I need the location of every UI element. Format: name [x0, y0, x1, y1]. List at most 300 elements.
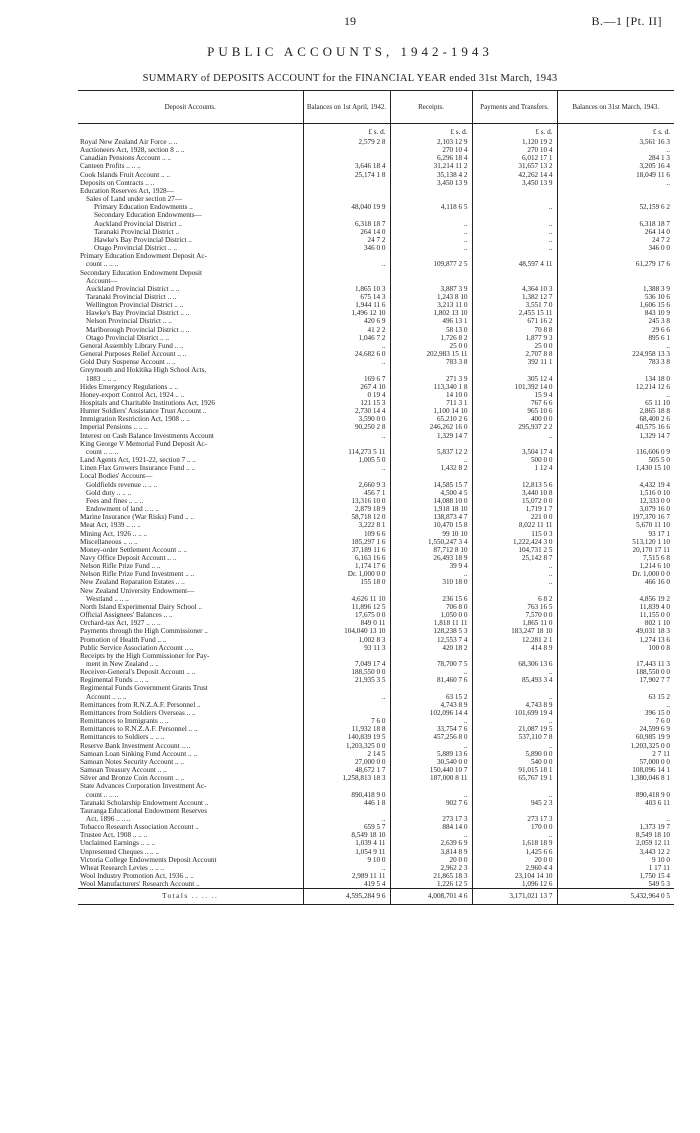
opening-balance-cell	[303, 154, 390, 162]
account-name-cell: Taranaki Provincial District .. ..	[86, 292, 177, 301]
receipts-cell	[390, 211, 472, 219]
account-name-cell: Remittances from Soldiers Overseas .. ..	[80, 708, 196, 717]
deposits-summary-table	[78, 90, 674, 905]
account-name-cell: Orchard-tax Act, 1927 .. .. ..	[80, 619, 161, 628]
closing-balance-cell: 24,599 6 9	[557, 725, 674, 733]
table-row	[78, 807, 674, 815]
account-name-cell: Payments through the High Commissioner ..	[80, 627, 208, 636]
account-name-cell: New Zealand University Endowment—	[80, 586, 195, 595]
closing-balance-cell: 11,839 4 0	[557, 603, 674, 611]
account-name-cell: Fees and fines .. .. ..	[86, 496, 144, 505]
opening-balance-cell: 121 15 3	[303, 399, 390, 407]
opening-balance-cell	[303, 440, 390, 448]
table-row	[78, 839, 674, 847]
column-header-payments: Payments and Transfers.	[472, 91, 557, 124]
receipts-cell: 4,118 6 5	[390, 203, 472, 211]
receipts-cell: ..	[390, 742, 472, 750]
opening-balance-cell	[303, 472, 390, 480]
table-row	[78, 668, 674, 676]
table-row	[78, 856, 674, 864]
receipts-cell	[390, 472, 472, 480]
opening-balance-cell: 456 7 1	[303, 489, 390, 497]
receipts-cell: ..	[390, 570, 472, 578]
opening-balance-cell: ..	[303, 815, 390, 823]
account-name-cell: Wool Manufacturers' Research Account ..	[80, 880, 200, 889]
opening-balance-cell: 1,174 17 6	[303, 562, 390, 570]
closing-balance-cell: 52,159 6 2	[557, 203, 674, 211]
closing-balance-cell: 7,515 6 8	[557, 554, 674, 562]
receipts-cell: 1,550,247 3 4	[390, 538, 472, 546]
table-row	[78, 220, 674, 228]
closing-balance-cell: 2,865 18 8	[557, 407, 674, 415]
account-name-cell: General Assembly Library Fund .. ..	[80, 341, 184, 350]
account-name-cell: Unclaimed Earnings .. .. ..	[80, 839, 156, 848]
table-row	[78, 619, 674, 627]
account-name-cell: ment in New Zealand .. ..	[86, 660, 159, 668]
receipts-cell: ..	[390, 236, 472, 244]
opening-balance-cell: 1,005 5 0	[303, 456, 390, 464]
opening-balance-cell: 1,054 9 11	[303, 848, 390, 856]
account-name-cell: Hawke's Bay Provincial District .. ..	[86, 309, 190, 318]
opening-balance-cell: 2,660 9 3	[303, 481, 390, 489]
closing-balance-cell: 134 18 0	[557, 375, 674, 383]
payments-cell: ..	[472, 578, 557, 586]
units-cell: £ s. d.	[557, 124, 674, 139]
payments-cell: 295,937 2 2	[472, 423, 557, 431]
table-row	[78, 782, 674, 790]
closing-balance-cell: 12,214 12 6	[557, 383, 674, 391]
closing-balance-cell: 17,443 11 3	[557, 660, 674, 668]
closing-balance-cell: 108,096 14 1	[557, 766, 674, 774]
closing-balance-cell: 29 6 6	[557, 326, 674, 334]
opening-balance-cell	[303, 269, 390, 277]
opening-balance-cell: 2 14 5	[303, 750, 390, 758]
receipts-cell: 10,470 15 8	[390, 521, 472, 529]
closing-balance-cell: 8,549 18 10	[557, 831, 674, 839]
payments-cell	[472, 440, 557, 448]
units-cell: £ s. d.	[303, 124, 390, 139]
closing-balance-cell: 3,205 16 4	[557, 162, 674, 170]
account-name-cell: Royal New Zealand Air Force .. ..	[80, 138, 178, 146]
receipts-cell: 3,814 8 9	[390, 848, 472, 856]
account-name-cell: Tobacco Research Association Account ..	[80, 823, 199, 832]
opening-balance-cell: 420 6 9	[303, 317, 390, 325]
account-name-cell: Tauranga Educational Endowment Reserves	[80, 806, 208, 815]
receipts-cell: 31,214 11 2	[390, 162, 472, 170]
receipts-cell: 87,712 8 10	[390, 546, 472, 554]
payments-cell: 101,392 14 0	[472, 383, 557, 391]
payments-cell: 305 12 4	[472, 375, 557, 383]
closing-balance-cell: 783 3 8	[557, 358, 674, 366]
table-row	[78, 513, 674, 521]
table-row	[78, 326, 674, 334]
payments-cell: 1,096 12 6	[472, 880, 557, 889]
payments-cell: 1,425 6 6	[472, 848, 557, 856]
opening-balance-cell: ..	[303, 342, 390, 350]
table-row	[78, 432, 674, 440]
account-name-cell: General Purposes Relief Account .. ..	[80, 350, 187, 359]
opening-balance-cell: 419 5 4	[303, 880, 390, 889]
table-row	[78, 562, 674, 570]
total-payments: 3,171,021 13 7	[472, 889, 557, 905]
account-name-cell: Marine Insurance (War Risks) Fund .. ..	[80, 513, 194, 522]
receipts-cell	[390, 652, 472, 660]
receipts-cell: 4,743 8 9	[390, 701, 472, 709]
account-name-cell: Imperial Pensions .. .. ..	[80, 423, 148, 432]
table-row	[78, 489, 674, 497]
opening-balance-cell: 346 0 0	[303, 244, 390, 252]
payments-cell: 23,104 14 10	[472, 872, 557, 880]
payments-cell: 1,865 11 0	[472, 619, 557, 627]
receipts-cell: 113,340 1 8	[390, 383, 472, 391]
receipts-cell: 39 9 4	[390, 562, 472, 570]
opening-balance-cell	[303, 652, 390, 660]
receipts-cell: 2,962 2 3	[390, 864, 472, 872]
units-label-cell	[78, 124, 303, 139]
table-row	[78, 236, 674, 244]
account-name-cell: Honey-export Control Act, 1924 .. ..	[80, 390, 185, 399]
account-name-cell: Gold duty .. .. ..	[86, 488, 132, 497]
receipts-cell: 246,262 16 0	[390, 423, 472, 431]
account-name-cell: Samoan Treasury Account .. ..	[80, 766, 167, 775]
payments-cell	[472, 366, 557, 374]
receipts-cell: 63 15 2	[390, 693, 472, 701]
closing-balance-cell: 802 1 10	[557, 619, 674, 627]
opening-balance-cell: ..	[303, 693, 390, 701]
opening-balance-cell: 13,316 10 0	[303, 497, 390, 505]
receipts-cell: 1,243 8 10	[390, 293, 472, 301]
payments-cell: 4,743 8 9	[472, 701, 557, 709]
opening-balance-cell: 2,879 18 9	[303, 505, 390, 513]
table-row	[78, 554, 674, 562]
receipts-cell: 12,553 7 4	[390, 636, 472, 644]
table-row	[78, 497, 674, 505]
receipts-cell	[390, 252, 472, 260]
opening-balance-cell: 267 4 10	[303, 383, 390, 391]
payments-cell: 537,110 7 8	[472, 733, 557, 741]
payments-cell: 500 0 0	[472, 456, 557, 464]
opening-balance-cell: 27,000 0 0	[303, 758, 390, 766]
table-row	[78, 277, 674, 285]
table-row	[78, 342, 674, 350]
opening-balance-cell: 93 11 3	[303, 644, 390, 652]
opening-balance-cell	[303, 782, 390, 790]
opening-balance-cell	[303, 684, 390, 692]
account-name-cell: Trustee Act, 1908 .. .. ..	[80, 831, 148, 840]
payments-cell: 5,890 0 0	[472, 750, 557, 758]
account-name-cell: Remittances from R.N.Z.A.F. Personnel ..	[80, 700, 201, 709]
opening-balance-cell: 2,579 2 8	[303, 138, 390, 146]
opening-balance-cell: 41 2 2	[303, 326, 390, 334]
account-name-cell: Account—	[86, 276, 118, 285]
receipts-cell: 270 10 4	[390, 146, 472, 154]
table-row	[78, 358, 674, 366]
receipts-cell: 109,877 2 5	[390, 260, 472, 268]
closing-balance-cell: 264 14 0	[557, 228, 674, 236]
closing-balance-cell: 1 17 11	[557, 864, 674, 872]
opening-balance-cell: 140,839 19 5	[303, 733, 390, 741]
table-row	[78, 750, 674, 758]
account-name-cell: Hunter Soldiers' Assistance Trust Account ..	[80, 407, 207, 416]
receipts-cell: 81,460 7 6	[390, 676, 472, 684]
payments-cell	[472, 269, 557, 277]
account-name-cell: Education Reserves Act, 1928—	[80, 186, 174, 195]
account-name-cell: Interest on Cash Balance Investments Account	[80, 431, 214, 440]
table-row	[78, 530, 674, 538]
opening-balance-cell: 17,675 0 0	[303, 611, 390, 619]
closing-balance-cell	[557, 587, 674, 595]
payments-cell	[472, 195, 557, 203]
payments-cell	[472, 211, 557, 219]
table-row	[78, 293, 674, 301]
closing-balance-cell: 1,380,046 8 1	[557, 774, 674, 782]
opening-balance-cell	[303, 709, 390, 717]
closing-balance-cell: 4,432 19 4	[557, 481, 674, 489]
table-row	[78, 823, 674, 831]
table-row	[78, 538, 674, 546]
payments-cell: 15 9 4	[472, 391, 557, 399]
receipts-cell: 496 13 1	[390, 317, 472, 325]
payments-cell: 945 2 3	[472, 799, 557, 807]
opening-balance-cell	[303, 179, 390, 187]
table-row	[78, 505, 674, 513]
receipts-cell: ..	[390, 456, 472, 464]
table-row	[78, 252, 674, 260]
closing-balance-cell: 7 6 0	[557, 717, 674, 725]
total-closing-balance: 5,432,964 0 5	[557, 889, 674, 905]
account-name-cell: count .. .. ..	[86, 260, 119, 269]
payments-cell: 1,877 9 3	[472, 334, 557, 342]
table-row	[78, 799, 674, 807]
table-row	[78, 472, 674, 480]
payments-cell: 400 0 0	[472, 415, 557, 423]
closing-balance-cell	[557, 807, 674, 815]
table-row	[78, 652, 674, 660]
closing-balance-cell	[557, 366, 674, 374]
opening-balance-cell	[303, 252, 390, 260]
closing-balance-cell: ..	[557, 391, 674, 399]
opening-balance-cell: 2,989 11 11	[303, 872, 390, 880]
payments-cell: ..	[472, 236, 557, 244]
closing-balance-cell: 61,279 17 6	[557, 260, 674, 268]
closing-balance-cell: 12,333 0 0	[557, 497, 674, 505]
account-name-cell: Canteen Profits .. .. ..	[80, 162, 141, 171]
closing-balance-cell: 895 6 1	[557, 334, 674, 342]
payments-cell: 767 6 6	[472, 399, 557, 407]
receipts-cell: 1,050 0 0	[390, 611, 472, 619]
account-name-cell: Victoria College Endowments Deposit Account	[80, 855, 217, 864]
receipts-cell: ..	[390, 791, 472, 799]
payments-cell: 3,551 7 0	[472, 301, 557, 309]
opening-balance-cell: 109 6 6	[303, 530, 390, 538]
opening-balance-cell: 8,549 18 10	[303, 831, 390, 839]
payments-cell: ..	[472, 570, 557, 578]
closing-balance-cell: 1,274 13 6	[557, 636, 674, 644]
closing-balance-cell: 1,606 15 6	[557, 301, 674, 309]
opening-balance-cell: 185,297 1 6	[303, 538, 390, 546]
account-name-cell: Wellington Provincial District .. ..	[86, 301, 184, 310]
table-row	[78, 285, 674, 293]
receipts-cell: 138,873 4 7	[390, 513, 472, 521]
payments-cell: 8,022 11 11	[472, 521, 557, 529]
receipts-cell: 14,585 15 7	[390, 481, 472, 489]
table-row	[78, 162, 674, 170]
closing-balance-cell: 20,170 17 11	[557, 546, 674, 554]
receipts-cell: 1,726 8 2	[390, 334, 472, 342]
table-row	[78, 146, 674, 154]
closing-balance-cell: 9 10 0	[557, 856, 674, 864]
opening-balance-cell: 9 10 0	[303, 856, 390, 864]
closing-balance-cell: 1,214 6 10	[557, 562, 674, 570]
closing-balance-cell: 65 11 10	[557, 399, 674, 407]
closing-balance-cell: 1,373 19 7	[557, 823, 674, 831]
account-name-cell: Hospitals and Charitable Institutions Act, 1926	[80, 399, 215, 407]
opening-balance-cell: 3,590 0 0	[303, 415, 390, 423]
account-name-cell: Gold Duty Suspense Account .. ..	[80, 358, 176, 367]
payments-cell: 101,699 19 4	[472, 709, 557, 717]
opening-balance-cell: 264 14 0	[303, 228, 390, 236]
payments-cell: ..	[472, 562, 557, 570]
opening-balance-cell	[303, 277, 390, 285]
closing-balance-cell	[557, 684, 674, 692]
closing-balance-cell: 224,958 13 3	[557, 350, 674, 358]
table-row	[78, 546, 674, 554]
payments-cell: 2,960 4 4	[472, 864, 557, 872]
opening-balance-cell: 11,932 18 8	[303, 725, 390, 733]
opening-balance-cell: 3,222 8 1	[303, 521, 390, 529]
account-name-cell: Wool Industry Promotion Act, 1936 .. ..	[80, 872, 194, 881]
payments-cell: 42,262 14 4	[472, 171, 557, 179]
opening-balance-cell	[303, 187, 390, 195]
opening-balance-cell: 1,039 4 11	[303, 839, 390, 847]
receipts-cell	[390, 366, 472, 374]
receipts-cell: 1,918 18 10	[390, 505, 472, 513]
closing-balance-cell: 24 7 2	[557, 236, 674, 244]
receipts-cell: 1,226 12 5	[390, 880, 472, 889]
opening-balance-cell: 1,002 8 3	[303, 636, 390, 644]
table-row	[78, 725, 674, 733]
table-row	[78, 791, 674, 799]
payments-cell: ..	[472, 668, 557, 676]
receipts-cell: 102,096 14 4	[390, 709, 472, 717]
account-name-cell: Canadian Pensions Account .. ..	[80, 154, 172, 163]
table-row	[78, 440, 674, 448]
account-name-cell: Hawke's Bay Provincial District ..	[94, 235, 192, 244]
closing-balance-cell: 6,318 18 7	[557, 220, 674, 228]
receipts-cell: 3,450 13 9	[390, 179, 472, 187]
receipts-cell: 6,296 18 4	[390, 154, 472, 162]
payments-cell: 65,767 19 1	[472, 774, 557, 782]
closing-balance-cell	[557, 440, 674, 448]
table-row	[78, 872, 674, 880]
payments-cell: 1 12 4	[472, 464, 557, 472]
receipts-cell: ..	[390, 831, 472, 839]
closing-balance-cell: 68,400 2 6	[557, 415, 674, 423]
account-name-cell: Regimental Funds .. .. ..	[80, 676, 149, 685]
payments-cell: 4,364 10 3	[472, 285, 557, 293]
account-name-cell: Remittances to Soldiers .. .. ..	[80, 733, 165, 742]
account-name-cell: Primary Education Endowment Deposit Ac-	[80, 252, 207, 261]
receipts-cell: 21,865 18 3	[390, 872, 472, 880]
payments-cell: 3,450 13 9	[472, 179, 557, 187]
receipts-cell: 273 17 3	[390, 815, 472, 823]
table-row	[78, 154, 674, 162]
receipts-cell: 884 14 0	[390, 823, 472, 831]
account-name-cell: Sales of Land under section 27—	[86, 195, 183, 204]
closing-balance-cell: 2,059 12 11	[557, 839, 674, 847]
account-name-cell: Meat Act, 1939 .. .. ..	[80, 521, 141, 530]
payments-cell: 31,657 13 2	[472, 162, 557, 170]
closing-balance-cell: 40,575 16 6	[557, 423, 674, 431]
opening-balance-cell: 114,273 5 11	[303, 448, 390, 456]
payments-cell: ..	[472, 228, 557, 236]
account-name-cell: Act, 1896 .. .. ..	[86, 814, 131, 823]
table-row	[78, 701, 674, 709]
table-row	[78, 733, 674, 741]
table-row	[78, 831, 674, 839]
payments-cell	[472, 782, 557, 790]
payments-cell: 6 8 2	[472, 595, 557, 603]
payments-cell: ..	[472, 717, 557, 725]
opening-balance-cell: ..	[303, 358, 390, 366]
closing-balance-cell: 18,049 11 6	[557, 171, 674, 179]
payments-cell: 25 0 0	[472, 342, 557, 350]
opening-balance-cell: ..	[303, 464, 390, 472]
opening-balance-cell: 1,944 11 6	[303, 301, 390, 309]
closing-balance-cell: ..	[557, 342, 674, 350]
account-name-cell: Wheat Research Levies .. .. ..	[80, 863, 165, 872]
receipts-cell	[390, 587, 472, 595]
receipts-cell: 457,256 8 0	[390, 733, 472, 741]
table-row	[78, 399, 674, 407]
table-row	[78, 717, 674, 725]
account-name-cell: Nelson Rifle Prize Fund .. ..	[80, 562, 161, 571]
receipts-cell	[390, 807, 472, 815]
payments-cell: 170 0 0	[472, 823, 557, 831]
opening-balance-cell: 1,203,325 0 0	[303, 742, 390, 750]
opening-balance-cell: 48,040 19 9	[303, 203, 390, 211]
opening-balance-cell: 104,040 13 10	[303, 627, 390, 635]
closing-balance-cell: 2 7 11	[557, 750, 674, 758]
opening-balance-cell: 58,718 12 0	[303, 513, 390, 521]
closing-balance-cell: ..	[557, 701, 674, 709]
column-header-closing-balance: Balances on 31st March, 1943.	[557, 91, 674, 124]
account-name-cell: Remittances to Immigrants .. ..	[80, 717, 169, 726]
receipts-cell	[390, 277, 472, 285]
page-number: 19	[344, 14, 356, 28]
table-row	[78, 481, 674, 489]
payments-cell: ..	[472, 831, 557, 839]
payments-cell: 270 10 4	[472, 146, 557, 154]
account-name-cell: Auckland Provincial District ..	[94, 219, 183, 228]
closing-balance-cell: 93 17 1	[557, 530, 674, 538]
opening-balance-cell: 1,258,813 18 3	[303, 774, 390, 782]
account-name-cell: Westland .. .. ..	[86, 594, 129, 603]
account-name-cell: Otago Provincial District .. ..	[86, 333, 170, 342]
table-row	[78, 815, 674, 823]
table-row	[78, 334, 674, 342]
table-body	[78, 124, 674, 889]
table-row	[78, 774, 674, 782]
payments-cell: 221 0 0	[472, 513, 557, 521]
closing-balance-cell: 1,430 15 10	[557, 464, 674, 472]
closing-balance-cell: 5,670 11 10	[557, 521, 674, 529]
closing-balance-cell	[557, 472, 674, 480]
receipts-cell	[390, 440, 472, 448]
receipts-cell	[390, 782, 472, 790]
closing-balance-cell: 1,388 3 9	[557, 285, 674, 293]
table-row	[78, 676, 674, 684]
